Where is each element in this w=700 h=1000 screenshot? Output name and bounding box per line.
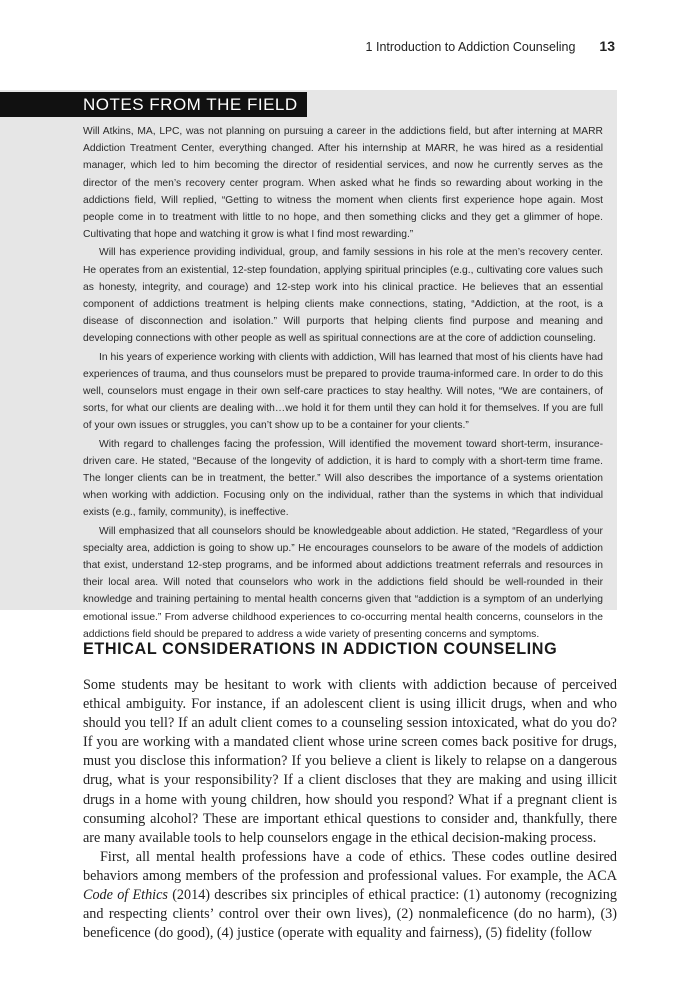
notes-body xyxy=(83,123,603,644)
notes-paragraph: With regard to challenges facing the profession, Will identified the movement toward short-term, insurance-driven care. He stated, “Because of the longevity of addiction, it is hard to comply with a short-term time frame. The longer clients can be in treatment, the better.” Will also describes the importance of a systems orientation when working with addiction. Focusing only on the individual, rather than the systems in which that individual exists (e.g., family, community), is ineffective. xyxy=(83,438,603,519)
body-text: (2014) describes six principles of ethical practice: (1) autonomy (recognizing and respecting clients’ control over their own lives), (2) nonmaleficence (do no harm), (3) beneficence (do good), (4) justice (operate with equality and fairness), (5) fidelity (follow xyxy=(83,887,617,942)
main-body xyxy=(83,676,617,943)
body-text: First, all mental health professions have a code of ethics. These codes outline desired behaviors among members of the profession and professional values. For example, the ACA xyxy=(83,848,617,884)
body-paragraph: Some students may be hesitant to work with clients with addiction because of perceived ethical ambiguity. For instance, if an adolescent client is using illicit drugs, when and who should you tell? If an adult client comes to a counseling session intoxicated, what do you do? If you are working with a mandated client whose urine screen comes back positive for drugs, must you disclose this information? If you believe a client is likely to relapse on a dangerous drug, what is your responsibility? If a client discloses that they are making and using illicit drugs in a home with young children, how should you respond? What if a pregnant client is consuming alcohol? These are important ethical questions to consider and, thankfully, there are many available tools to help counselors engage in the ethical decision-making process. xyxy=(83,677,617,846)
section-heading: ETHICAL CONSIDERATIONS IN ADDICTION COUNSELING xyxy=(83,640,558,658)
notes-paragraph: Will has experience providing individual, group, and family sessions in his role at the men’s recovery center. He operates from an existential, 12-step foundation, applying spiritual principles (e.g., cultivating core values such as honesty, integrity, and courage) and 12-step work into his clinical practice. He believes that an essential component of addictions treatment is helping clients make connections, stating, “Addiction, at the root, is a disease of disconnection and isolation.” Will purports that helping clients find purpose and meaning and developing connections with other people as well as spiritual connections are at the core of addiction counseling. xyxy=(83,247,603,345)
body-paragraph xyxy=(83,848,617,943)
running-title: 1 Introduction to Addiction Counseling xyxy=(365,40,576,54)
notes-paragraph: Will Atkins, MA, LPC, was not planning on pursuing a career in the addictions field, but after interning at MARR Addiction Treatment Center, everything changed. After his internship at MARR, he was hired as a residential manager, which led to him becoming the director of residential services, and now he currently serves as the director of the men’s recovery center program. When asked what he finds so rewarding about working in the addictions field, Will replied, “Getting to witness the moment when clients first experience hope again. Most people come in to treatment with little to no hope, and then something clicks and they get a glimmer of hope. Cultivating that hope and watching it grow is what I find most rewarding.” xyxy=(83,126,603,241)
notes-paragraph: In his years of experience working with clients with addiction, Will has learned that most of his clients have had experiences of trauma, and thus counselors must be prepared to provide trauma-informed care. In order to do this well, counselors must engage in their own self-care practices to stay healthy. Will notes, “We are containers, of sorts, for what our clients are dealing with…we hold it for them until they can hold it for themselves. If you are full of your own issues or struggles, you can’t show up to be a container for your clients.” xyxy=(83,351,603,432)
notes-box-title: NOTES FROM THE FIELD xyxy=(0,92,307,117)
book-title: Code of Ethics xyxy=(83,887,168,904)
page-number: 13 xyxy=(599,38,615,54)
running-head xyxy=(0,38,615,54)
notes-paragraph: Will emphasized that all counselors should be knowledgeable about addiction. He stated, “Regardless of your specialty area, addiction is going to show up.” He encourages counselors to be aware of the models of addiction that exist, understand 12-step programs, and be informed about addictions treatment referrals and resources in their local area. Will noted that counselors who work in the addictions field should be well-rounded in their knowledge and training pertaining to mental health concerns given that “addiction is a symptom of an underlying emotional issue.” From adverse childhood experiences to co-occurring mental health concerns, counselors in the addictions field should be prepared to address a wide variety of presenting concerns and symptoms. xyxy=(83,525,603,640)
